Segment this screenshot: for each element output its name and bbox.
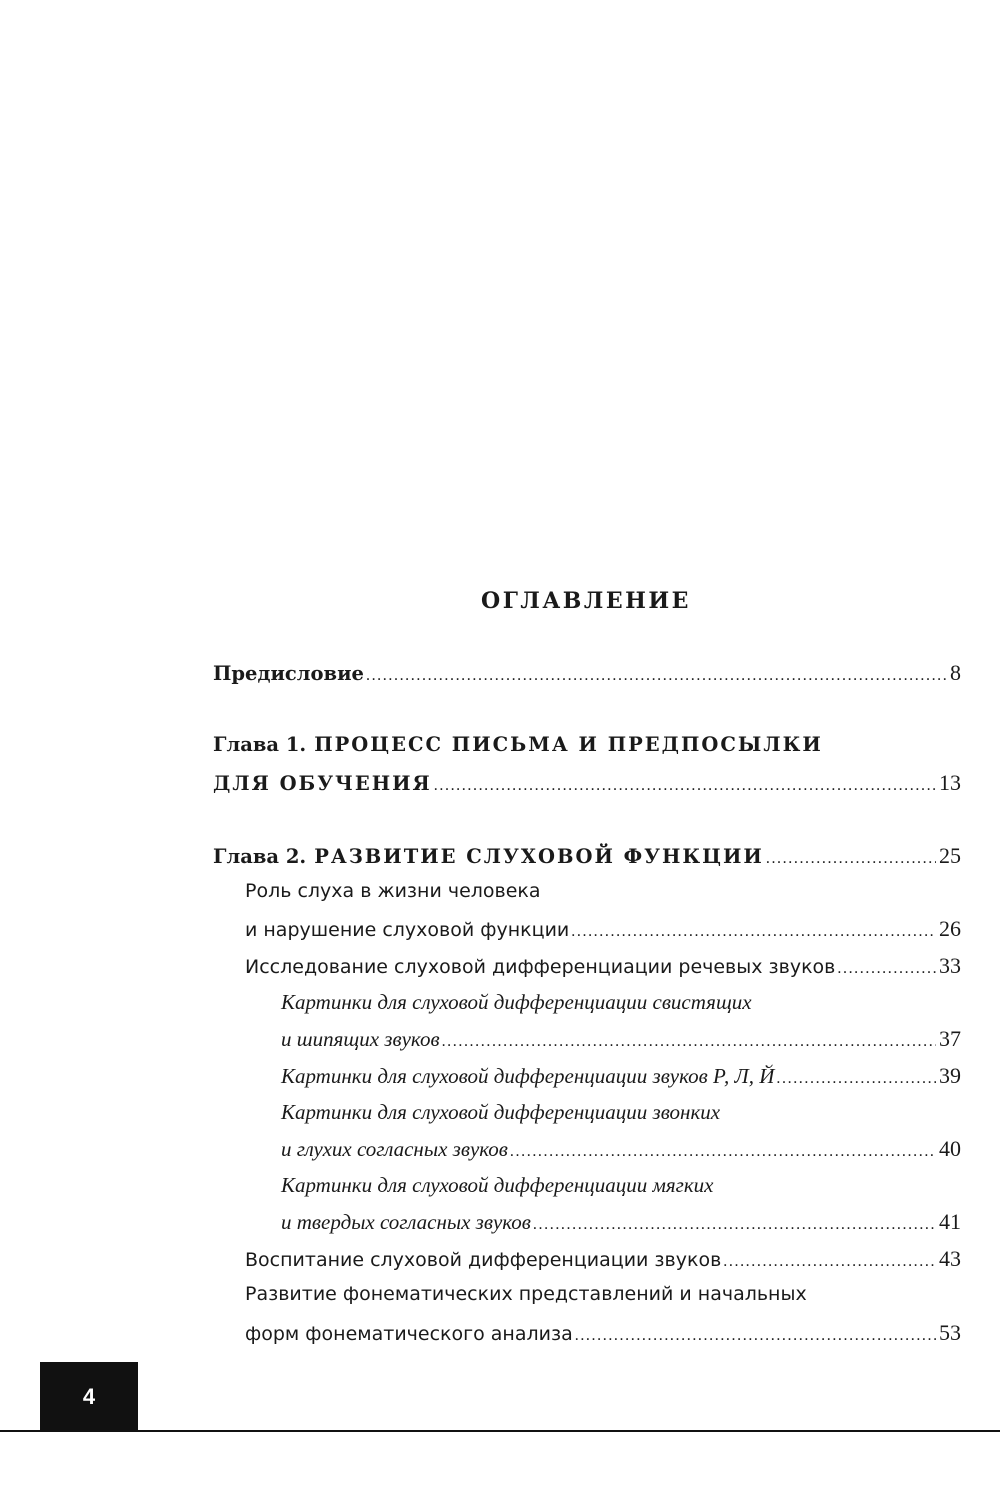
- toc-section-differentiation-study[interactable]: [245, 953, 961, 979]
- toc-section-hearing-role-line-1[interactable]: [245, 880, 961, 902]
- dot-leader: [575, 1327, 936, 1345]
- page-title: ОГЛАВЛЕНИЕ: [481, 588, 691, 614]
- dot-leader: [533, 1216, 936, 1234]
- toc-page-number: 25: [939, 843, 961, 868]
- dot-leader: [571, 923, 936, 941]
- toc-page-number: 53: [939, 1320, 961, 1345]
- subsection-title-continued: и твердых согласных звуков: [281, 1210, 531, 1234]
- toc-page-number: 41: [939, 1209, 961, 1234]
- toc-page-number: 37: [939, 1026, 961, 1051]
- toc-entry-chapter-1-line-2[interactable]: [213, 770, 961, 796]
- page-number-badge: [40, 1362, 138, 1432]
- toc-subsection-voiced-line-2[interactable]: [281, 1136, 961, 1162]
- subsection-title-continued: и глухих согласных звуков: [281, 1137, 508, 1161]
- subsection-title: Картинки для слуховой дифференциации звонких: [281, 1100, 721, 1124]
- chapter-title: ПРОЦЕСС ПИСЬМА И ПРЕДПОСЫЛКИ: [314, 733, 823, 756]
- subsection-title: Картинки для слуховой дифференциации мягких: [281, 1173, 714, 1197]
- dot-leader: [434, 777, 936, 795]
- toc-section-phonematic-line-1[interactable]: [245, 1283, 961, 1305]
- dot-leader: [366, 667, 947, 685]
- chapter-prefix: Глава 1.: [213, 733, 307, 756]
- toc-entry-chapter-2[interactable]: [213, 843, 961, 869]
- toc-page-number: 40: [939, 1136, 961, 1161]
- toc-section-phonematic-line-2[interactable]: [245, 1320, 961, 1346]
- toc-page-number: 39: [939, 1063, 961, 1088]
- section-title: Роль слуха в жизни человека: [245, 880, 541, 902]
- chapter-prefix: Глава 2.: [213, 845, 307, 868]
- toc-page-number: 13: [939, 770, 961, 795]
- dot-leader: [837, 960, 936, 978]
- section-title-continued: и нарушение слуховой функции: [245, 919, 570, 941]
- chapter-title: РАЗВИТИЕ СЛУХОВОЙ ФУНКЦИИ: [314, 845, 764, 868]
- subsection-title: Картинки для слуховой дифференциации звуков Р, Л, Й: [281, 1064, 775, 1088]
- toc-entry-label: Предисловие: [213, 662, 364, 685]
- dot-leader: [510, 1143, 936, 1161]
- toc-page-number: 33: [939, 953, 961, 978]
- toc-page-number: 43: [939, 1246, 961, 1271]
- chapter-title-continued: ДЛЯ ОБУЧЕНИЯ: [213, 772, 432, 795]
- subsection-title: Картинки для слуховой дифференциации свистящих: [281, 990, 752, 1014]
- dot-leader: [442, 1033, 936, 1051]
- dot-leader: [776, 1070, 936, 1088]
- toc-page-number: 8: [950, 660, 961, 685]
- section-title: Развитие фонематических представлений и начальных: [245, 1283, 807, 1305]
- toc-section-hearing-role-line-2[interactable]: [245, 916, 961, 942]
- toc-subsection-whistling-line-2[interactable]: [281, 1026, 961, 1052]
- toc-subsection-r-l-y[interactable]: [281, 1063, 961, 1089]
- page-number: 4: [82, 1384, 96, 1409]
- toc-subsection-soft-line-2[interactable]: [281, 1209, 961, 1235]
- subsection-title-continued: и шипящих звуков: [281, 1027, 440, 1051]
- section-title: Воспитание слуховой дифференциации звуков: [245, 1249, 722, 1271]
- toc-subsection-soft-line-1[interactable]: [281, 1173, 961, 1198]
- toc-subsection-whistling-line-1[interactable]: [281, 990, 961, 1015]
- dot-leader: [766, 850, 936, 868]
- dot-leader: [723, 1253, 936, 1271]
- toc-entry-chapter-1-line-1[interactable]: [213, 733, 961, 756]
- toc-page-number: 26: [939, 916, 961, 941]
- toc-section-upbringing[interactable]: [245, 1246, 961, 1272]
- toc-entry-preface[interactable]: [213, 660, 961, 686]
- section-title: Исследование слуховой дифференциации речевых звуков: [245, 956, 836, 978]
- footer-rule: [0, 1430, 1000, 1432]
- section-title-continued: форм фонематического анализа: [245, 1323, 573, 1345]
- toc-subsection-voiced-line-1[interactable]: [281, 1100, 961, 1125]
